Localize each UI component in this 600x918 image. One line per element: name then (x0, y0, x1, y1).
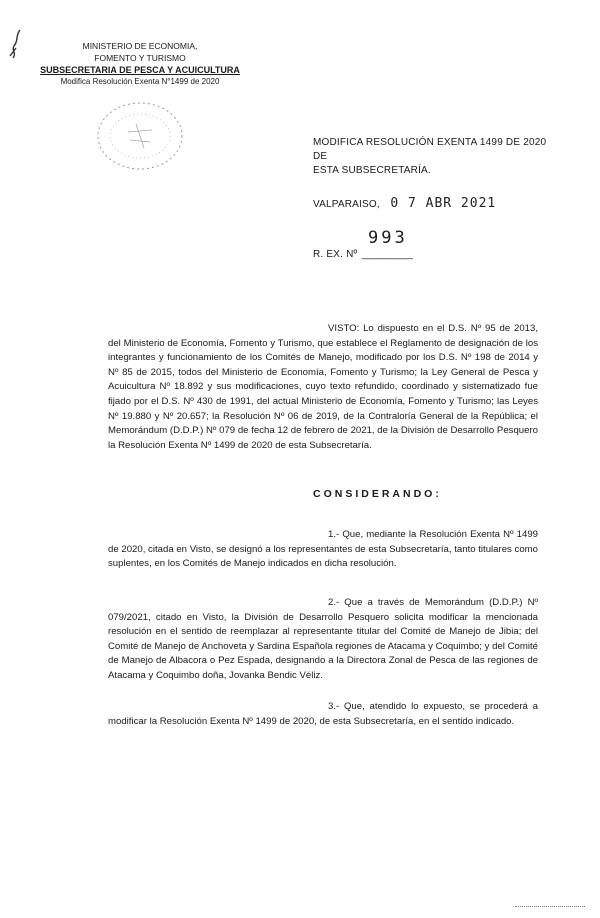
resolution-topic (313, 136, 563, 178)
resolution-blank: __________ (361, 249, 413, 260)
visto-paragraph: VISTO: Lo dispuesto en el D.S. Nº 95 de 2013, del Ministerio de Economía, Fomento y Turismo, que establece el Reglamento de designación de los integrantes y funcionamiento de los Comités de Manejo, modificado por los D.S. Nº 198 de 2014 y Nº 85 de 2015, todos del Ministerio de Economía, Fomento y Turismo; la Ley General de Pesca y Acuicultura Nº 18.892 y sus modificaciones, cuyo texto refundido, coordinado y sistematizado fue fijado por el D.S. Nº 430 de 1991, del actual Ministerio de Economía, Fomento y Turismo; las Leyes Nº 19.880 y Nº 20.657; la Resolución Nº 06 de 2019, de la Contraloría General de la República; el Memorándum (D.D.P.) Nº 079 de fecha 12 de febrero de 2021, de la División de Desarrollo Pesquero la Resolución Exenta Nº 1499 de 2020 de esta Subsecretaría. (108, 323, 538, 451)
resolution-label: R. EX. Nº (313, 249, 358, 260)
ministry-header (40, 40, 240, 88)
considerando-heading: CONSIDERANDO: (313, 488, 442, 500)
topic-line-2: ESTA SUBSECRETARÍA. (313, 165, 431, 176)
official-seal (90, 96, 190, 176)
considerando-item-3: 3.- Que, atendido lo expuesto, se procederá a modificar la Resolución Exenta Nº 1499 de 2020, de esta Subsecretaría, en el sentido indicado. (108, 701, 538, 727)
considerando-item-1: 1.- Que, mediante la Resolución Exenta Nº 1499 de 2020, citada en Visto, se designó a los representantes de esta Subsecretaría, tanto titulares como suplentes, en los Comités de Manejo indicados en dicha resolución. (108, 529, 538, 570)
place-date (313, 194, 496, 212)
ministry-name-cont: FOMENTO Y TURISMO (94, 53, 186, 63)
place-label: VALPARAISO, (313, 199, 380, 210)
date-stamp: 0 7 ABR 2021 (390, 196, 497, 211)
topic-line-1: MODIFICA RESOLUCIÓN EXENTA 1499 DE 2020 DE (313, 137, 547, 162)
considerando-item-2: 2.- Que a través de Memorándum (D.D.P.) Nº 079/2021, citado en Visto, la División de Desarrollo Pesquero solicita modificar la mencionada resolución en el sentido de reemplazar al representante titular del Comité de Manejo de Jibia; del Comité de Manejo de Anchoveta y Sardina Española regiones de Atacama y Coquimbo; y del Comité de Manejo de Albacora o Pez Espada, designando a la Directora Zonal de Pesca de las regiones de Atacama y Coquimbo doña, Jovanka Bendic Véliz. (108, 597, 538, 681)
footer-mark (515, 906, 585, 908)
header-subject-note: Modifica Resolución Exenta N°1499 de 2020 (60, 77, 220, 86)
resolution-number: 993 (368, 228, 408, 248)
ministry-name: MINISTERIO DE ECONOMIA, (82, 41, 198, 51)
subsecretaria-name: SUBSECRETARIA DE PESCA Y ACUICULTURA (40, 65, 240, 75)
corner-mark (6, 28, 26, 66)
